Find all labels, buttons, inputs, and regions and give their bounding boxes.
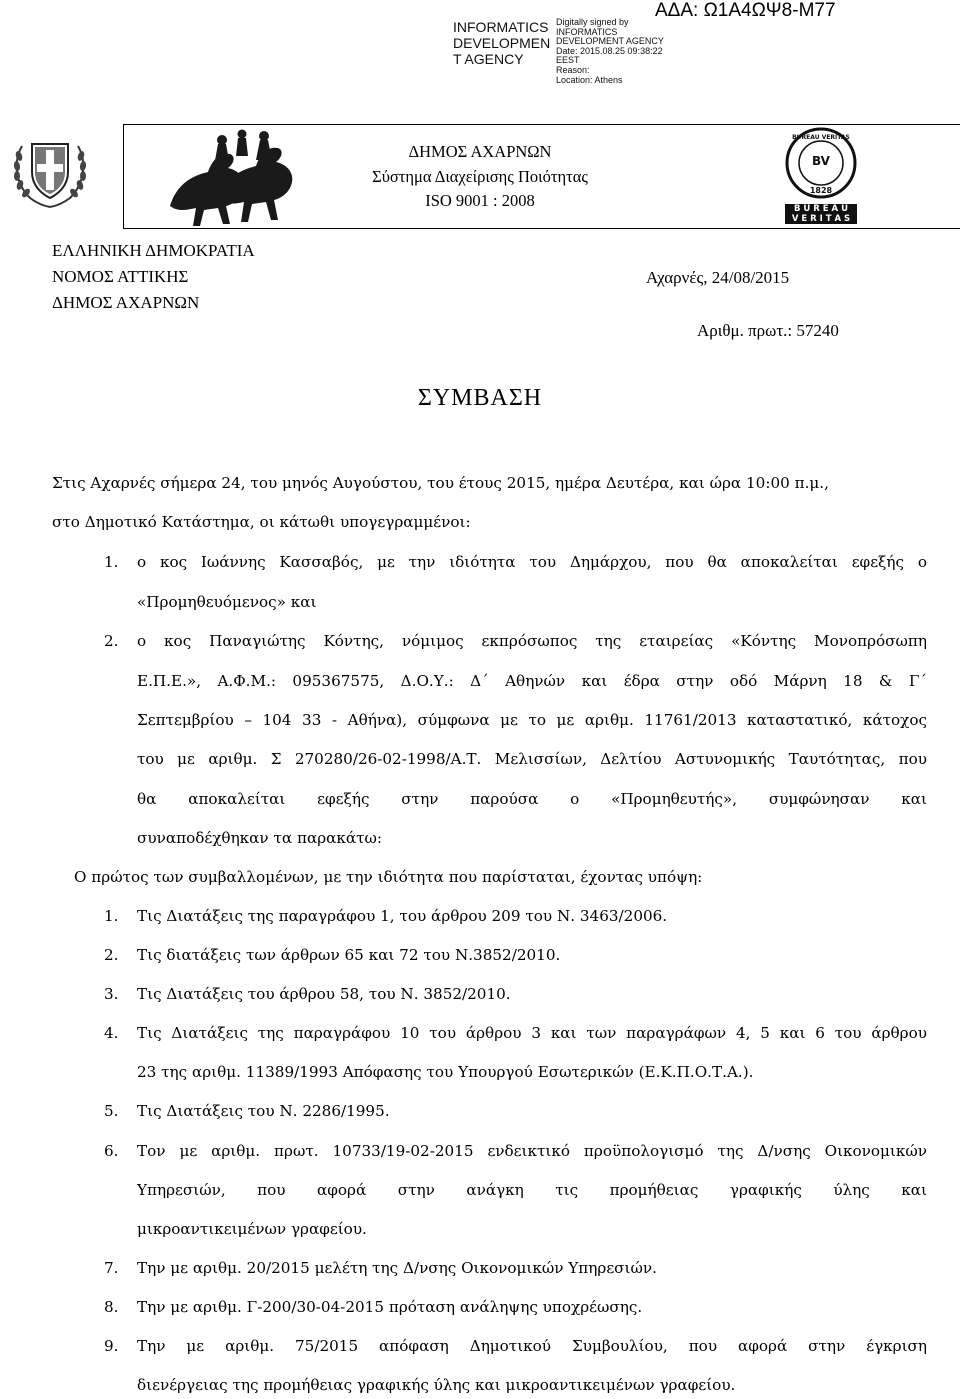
provision-number: 6. [104, 1142, 119, 1160]
provision-line: Τις Διατάξεις της παραγράφου 1, του άρθρου 209 του Ν. 3463/2006. [137, 907, 668, 925]
provision-line: 23 της αριθμ. 11389/1993 Απόφασης του Υπουργού Εσωτερικών (Ε.Κ.Π.Ο.Τ.Α.). [137, 1063, 754, 1081]
intro-line: Στις Αχαρνές σήμερα 24, του μηνός Αυγούστου, του έτους 2015, ημέρα Δευτέρα, και ώρα 10:00 π.μ., [52, 474, 829, 492]
party-line: ο κος Ιωάννης Κασσαβός, με την ιδιότητα του Δημάρχου, που θα αποκαλείται εφεξής ο [137, 553, 927, 571]
provision-number: 8. [104, 1298, 119, 1316]
provision-number: 1. [104, 907, 119, 925]
document-title: ΣΥΜΒΑΣΗ [417, 385, 543, 411]
signature-detail-line: Digitally signed by [556, 17, 629, 27]
signature-org-line: INFORMATICS [453, 19, 549, 35]
provision-line: διενέργειας της προμήθειας γραφικής ύλης και μικροαντικειμένων γραφείου. [137, 1376, 736, 1394]
provision-number: 7. [104, 1259, 119, 1277]
provision-number: 9. [104, 1337, 119, 1355]
provision-line: Την με αριθμ. 75/2015 απόφαση Δημοτικού Συμβουλίου, που αφορά στην έγκριση [137, 1337, 927, 1355]
protocol-number: Αριθμ. πρωτ.: 57240 [697, 321, 839, 340]
provision-line: Τις διατάξεις των άρθρων 65 και 72 του Ν.3852/2010. [137, 946, 561, 964]
party-line: Ε.Π.Ε.», Α.Φ.Μ.: 095367575, Δ.Ο.Υ.: Δ΄ Αθηνών και έδρα στην οδό Μάρνη 18 & Γ΄ [137, 672, 927, 690]
signature-org-line: DEVELOPMEN [453, 35, 551, 51]
sender-line: ΕΛΛΗΝΙΚΗ ΔΗΜΟΚΡΑΤΙΑ [52, 241, 255, 260]
bureau-veritas-seal-icon [783, 127, 859, 199]
bv-bureau-text: B U R E A U [793, 204, 848, 214]
provision-line: Τις Διατάξεις του Ν. 2286/1995. [137, 1102, 390, 1120]
signature-details [556, 18, 686, 85]
sender-line: ΔΗΜΟΣ ΑΧΑΡΝΩΝ [52, 293, 200, 312]
svg-text:BV: BV [812, 154, 830, 168]
sender-line: ΝΟΜΟΣ ΑΤΤΙΚΗΣ [52, 267, 189, 286]
provision-number: 3. [104, 985, 119, 1003]
signature-detail-line: INFORMATICS [556, 26, 618, 37]
signature-org-line: T AGENCY [453, 51, 524, 67]
bv-top-text: BUREAU VERITAS [792, 134, 850, 141]
party-line: «Προμηθευόμενος» και [137, 593, 317, 611]
signature-organization [453, 19, 553, 67]
header-quality-system: Σύστημα Διαχείρισης Ποιότητας [372, 167, 588, 186]
provision-number: 5. [104, 1102, 119, 1120]
party-line: του με αριθμ. Σ 270280/26-02-1998/Α.Τ. Μελισσίων, Δελτίου Αστυνομικής Ταυτότητας, που [137, 750, 927, 768]
header-iso: ISO 9001 : 2008 [425, 191, 535, 210]
provision-line: Υπηρεσιών, που αφορά στην ανάγκη τις προμήθειας γραφικής ύλης και [137, 1181, 927, 1199]
signature-detail-line: Date: 2015.08.25 09:38:22 [556, 45, 663, 56]
provision-line: μικροαντικειμένων γραφείου. [137, 1220, 367, 1238]
intro-line: στο Δημοτικό Κατάστημα, οι κάτωθι υπογεγραμμένοι: [52, 513, 471, 531]
party-line: θα αποκαλείται εφεξής στην παρούσα ο «Προμηθευτής», συμφώνησαν και [137, 790, 927, 808]
provision-line: Την με αριθμ. 20/2015 μελέτη της Δ/νσης Οικονομικών Υπηρεσιών. [137, 1259, 657, 1277]
provision-line: Τις Διατάξεις του άρθρου 58, του Ν. 3852/2010. [137, 985, 511, 1003]
party-number: 2. [104, 632, 119, 650]
ada-code: ΑΔΑ: Ω1Α4ΩΨ8-Μ77 [655, 0, 836, 21]
provision-line: Την με αριθμ. Γ-200/30-04-2015 πρόταση ανάληψης υποχρέωσης. [137, 1298, 643, 1316]
considering-line: Ο πρώτος των συμβαλλομένων, με την ιδιότητα που παρίσταται, έχοντας υπόψη: [74, 868, 703, 886]
provision-line: Τον με αριθμ. πρωτ. 10733/19-02-2015 ενδεικτικό προϋπολογισμό της Δ/νσης Οικονομικών [137, 1142, 927, 1160]
provision-line: Τις Διατάξεις της παραγράφου 10 του άρθρου 3 και των παραγράφων 4, 5 και 6 του άρθρου [137, 1024, 927, 1042]
party-number: 1. [104, 553, 119, 571]
party-line: Σεπτεμβρίου – 104 33 - Αθήνα), σύμφωνα με το με αριθμ. 11761/2013 καταστατικό, κάτοχος [137, 711, 927, 729]
provision-number: 2. [104, 946, 119, 964]
bureau-veritas-logo [783, 127, 859, 224]
bv-veritas-text: V E R I T A S [791, 214, 851, 224]
header-municipality: ΔΗΜΟΣ ΑΧΑΡΝΩΝ [408, 142, 552, 161]
bv-year: 1828 [809, 186, 833, 195]
signature-detail-line: DEVELOPMENT AGENCY [556, 36, 664, 47]
party-line: συναποδέχθηκαν τα παρακάτω: [137, 829, 383, 847]
party-line: ο κος Παναγιώτης Κόντης, νόμιμος εκπρόσωπος της εταιρείας «Κόντης Μονοπρόσωπη [137, 632, 927, 650]
provision-number: 4. [104, 1024, 119, 1042]
signature-detail-line: Reason: [556, 64, 590, 75]
document-date: Αχαρνές, 24/08/2015 [646, 268, 790, 287]
signature-detail-line: Location: Athens [556, 74, 623, 85]
signature-detail-line: EEST [556, 55, 580, 66]
